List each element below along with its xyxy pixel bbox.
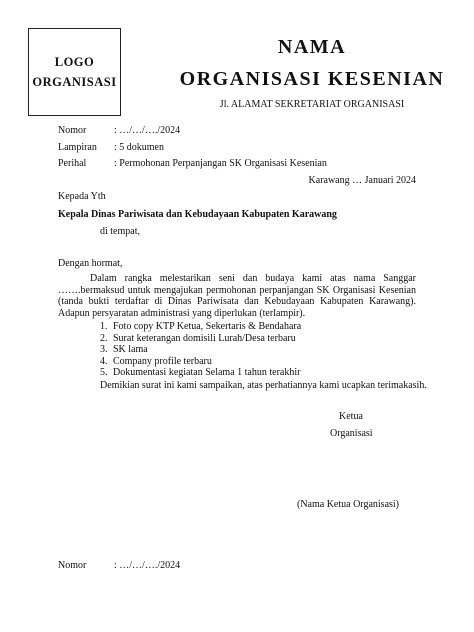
lampiran-label: Lampiran — [58, 142, 97, 153]
perihal-label: Perihal — [58, 158, 87, 169]
signature-title: Ketua — [339, 411, 363, 422]
letter-date: Karawang … Januari 2024 — [308, 175, 416, 186]
perihal-value: : Permohonan Perpanjangan SK Organisasi Kesenian — [114, 158, 327, 169]
org-address: Jl. ALAMAT SEKRETARIAT ORGANISASI — [219, 99, 405, 110]
lampiran-value: : 5 dokumen — [114, 142, 164, 153]
signature-org: Organisasi — [330, 428, 373, 439]
recipient-greeting: Kepada Yth — [58, 191, 106, 202]
logo-placeholder — [28, 28, 121, 116]
list-item: 2. Surat keterangan domisili Lurah/Desa terbaru — [100, 332, 296, 344]
attachment-list — [100, 321, 301, 379]
salutation: Dengan hormat, — [58, 258, 123, 269]
list-item: 1. Foto copy KTP Ketua, Sekertaris & Bendahara — [100, 321, 302, 332]
list-item: 3. SK lama — [100, 344, 148, 355]
recipient-place: di tempat, — [100, 226, 140, 237]
body-paragraph: Dalam rangka melestarikan seni dan budaya kami atas nama Sanggar …….bermaksud untuk mengajukan permohonan perpanjangan SK Organisasi Kesenian (tanda bukti terdaftar di Dinas Pariwisata dan Kebudayaan Kabupaten Karawang). Adapun persyaratan administrasi yang diperlukan (terlampir). — [58, 273, 416, 319]
signature-name: (Nama Ketua Organisasi) — [297, 499, 400, 510]
logo-text-line1: LOGO — [54, 55, 95, 69]
closing-text: Demikian surat ini kami sampaikan, atas perhatiannya kami ucapkan terimakasih. — [100, 380, 427, 391]
org-name-line2: ORGANISASI KESENIAN — [179, 68, 445, 90]
nomor-value: : …/…/…./2024 — [114, 125, 181, 136]
recipient-name: Kepala Dinas Pariwisata dan Kebudayaan Kabupaten Karawang — [58, 209, 337, 220]
list-item: 4. Company profile terbaru — [100, 355, 212, 367]
list-item: 5. Dokumentasi kegiatan Selama 1 tahun terakhir — [100, 367, 301, 378]
footer-nomor-value: : …/…/…./2024 — [114, 560, 181, 571]
footer-nomor-label: Nomor — [58, 560, 87, 571]
nomor-label: Nomor — [58, 125, 87, 136]
logo-text-line2: ORGANISASI — [32, 75, 117, 89]
org-name-line1: NAMA — [277, 36, 347, 58]
